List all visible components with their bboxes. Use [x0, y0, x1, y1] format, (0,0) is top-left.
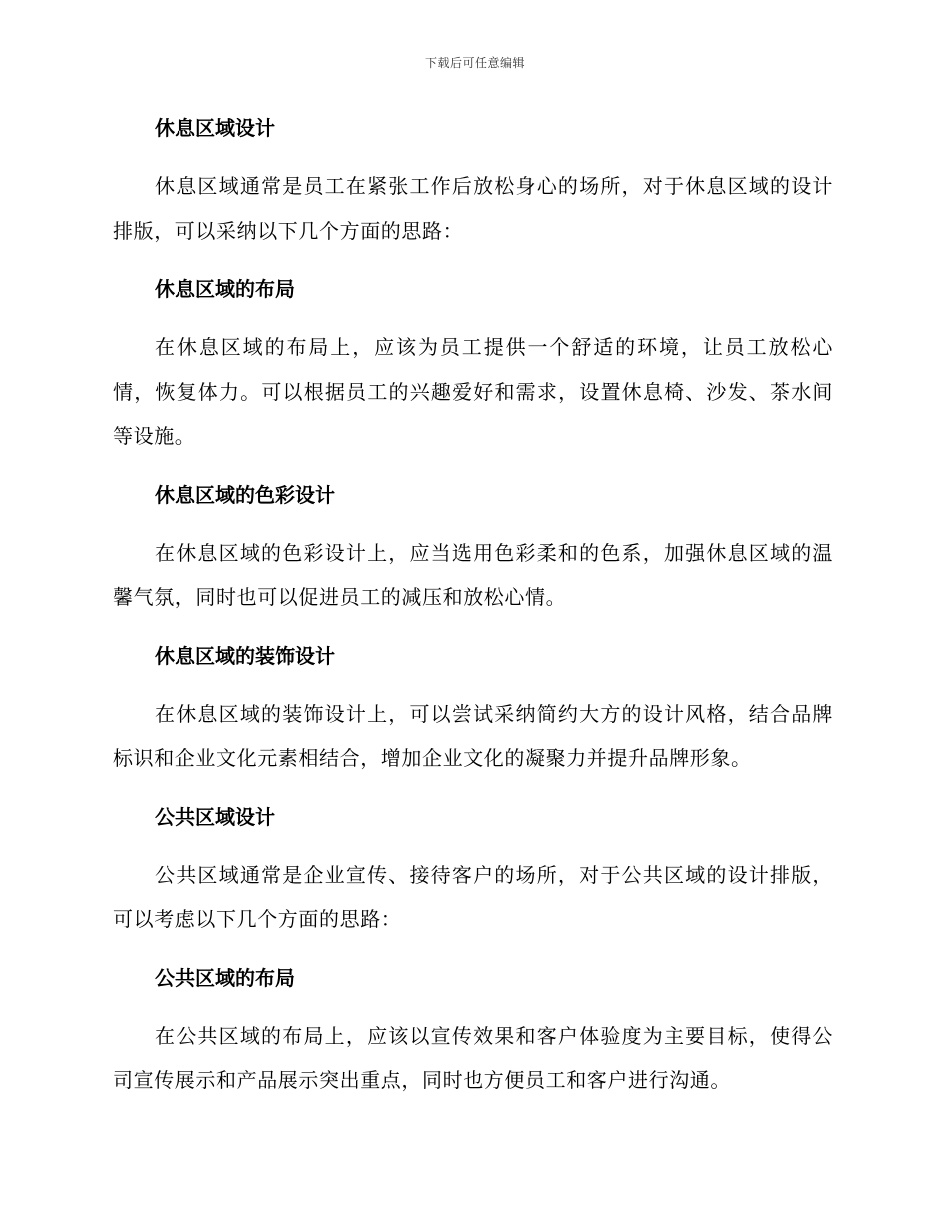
paragraph-public-area-layout: 在公共区域的布局上，应该以宣传效果和客户体验度为主要目标，使得公司宣传展示和产品展示突出重点，同时也方便员工和客户进行沟通。 [113, 1023, 833, 1092]
document-body [113, 112, 833, 1123]
section-heading-rest-area-color: 休息区域的色彩设计 [155, 482, 335, 507]
section-heading-rest-area-layout: 休息区域的布局 [155, 277, 295, 301]
section-heading-public-area-layout: 公共区域的布局 [155, 965, 295, 990]
paragraph-public-area-intro: 公共区域通常是企业宣传、接待客户的场所，对于公共区域的设计排版，可以考虑以下几个方面的思路： [113, 862, 833, 931]
section-heading-public-area-design: 公共区域设计 [155, 804, 275, 829]
paragraph-rest-area-intro: 休息区域通常是员工在紧张工作后放松身心的场所，对于休息区域的设计排版，可以采纳以下几个方面的思路： [113, 174, 833, 243]
paragraph-rest-area-layout: 在休息区域的布局上，应该为员工提供一个舒适的环境，让员工放松心情，恢复体力。可以根据员工的兴趣爱好和需求，设置休息椅、沙发、茶水间等设施。 [113, 335, 833, 448]
paragraph-rest-area-decoration: 在休息区域的装饰设计上，可以尝试采纳简约大方的设计风格，结合品牌标识和企业文化元素相结合，增加企业文化的凝聚力并提升品牌形象。 [113, 701, 833, 770]
page-header: 下载后可任意编辑 [424, 56, 525, 70]
paragraph-rest-area-color: 在休息区域的色彩设计上，应当选用色彩柔和的色系，加强休息区域的温馨气氛，同时也可以促进员工的减压和放松心情。 [113, 540, 833, 609]
section-heading-rest-area-decoration: 休息区域的装饰设计 [155, 643, 335, 668]
section-heading-rest-area-design: 休息区域设计 [155, 116, 275, 140]
